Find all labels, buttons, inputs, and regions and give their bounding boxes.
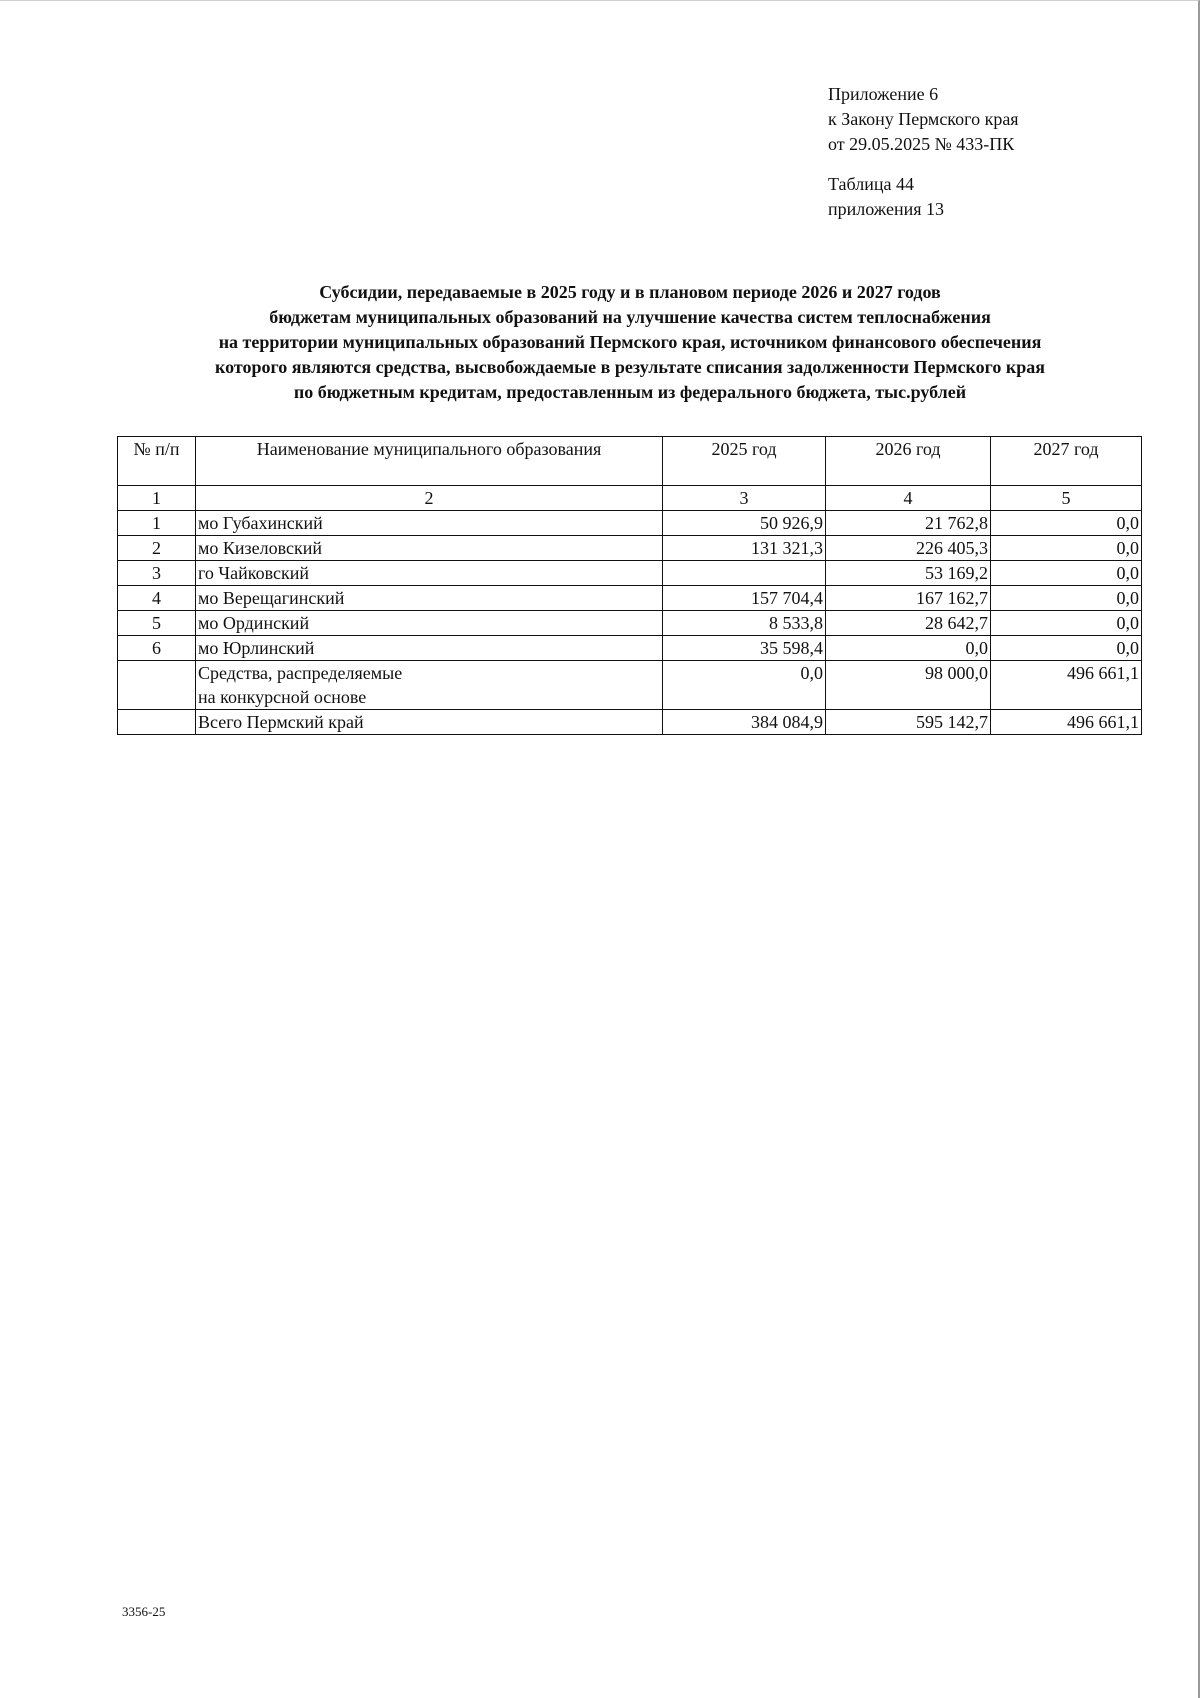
value-2026: 21 762,8	[826, 511, 991, 536]
document-code: 3356-25	[122, 1604, 166, 1619]
row-number: 3	[118, 561, 196, 586]
municipality-name: мо Губахинский	[196, 511, 663, 536]
header-no: № п/п	[118, 437, 196, 486]
value-2027: 0,0	[991, 536, 1142, 561]
law-label: к Закону Пермского края	[828, 109, 1019, 129]
total-row	[118, 710, 1142, 735]
total-name: Всего Пермский край	[196, 710, 663, 735]
total-2025: 384 084,9	[663, 710, 826, 735]
table-row	[118, 586, 1142, 611]
competitive-funds-row	[118, 661, 1142, 710]
value-2025	[663, 561, 826, 586]
value-2025: 8 533,8	[663, 611, 826, 636]
subsidies-table	[117, 436, 1142, 735]
title-line: которого являются средства, высвобождаемые в результате списания задолженности Пермского края	[215, 357, 1045, 377]
value-2027: 0,0	[991, 611, 1142, 636]
table-row	[118, 611, 1142, 636]
title-line: бюджетам муниципальных образований на улучшение качества систем теплоснабжения	[269, 307, 991, 327]
value-2025: 131 321,3	[663, 536, 826, 561]
header-name: Наименование муниципального образования	[196, 437, 663, 486]
row-number: 2	[118, 536, 196, 561]
title-line: Субсидии, передаваемые в 2025 году и в плановом периоде 2026 и 2027 годов	[319, 282, 941, 302]
competitive-name-line: Средства, распределяемые	[198, 663, 403, 683]
value-2027: 0,0	[991, 586, 1142, 611]
value-2027: 496 661,1	[991, 661, 1142, 710]
value-2025: 35 598,4	[663, 636, 826, 661]
value-2026: 167 162,7	[826, 586, 991, 611]
municipality-name: мо Ординский	[196, 611, 663, 636]
row-number: 4	[118, 586, 196, 611]
column-index: 2	[196, 486, 663, 511]
column-index: 5	[991, 486, 1142, 511]
table-ref: Таблица 44	[828, 174, 914, 194]
municipality-name: мо Юрлинский	[196, 636, 663, 661]
competitive-funds-name	[196, 661, 663, 710]
document-title	[100, 280, 1160, 405]
total-2027: 496 661,1	[991, 710, 1142, 735]
header-2027: 2027 год	[991, 437, 1142, 486]
column-index: 1	[118, 486, 196, 511]
value-2025: 0,0	[663, 661, 826, 710]
appendix-label: Приложение 6	[828, 84, 939, 104]
value-2026: 98 000,0	[826, 661, 991, 710]
law-date-number: от 29.05.2025 № 433-ПК	[828, 134, 1015, 154]
column-index-row	[118, 486, 1142, 511]
value-2026: 53 169,2	[826, 561, 991, 586]
value-2027: 0,0	[991, 511, 1142, 536]
appendix-ref: приложения 13	[828, 199, 945, 219]
row-number-empty	[118, 661, 196, 710]
value-2026: 28 642,7	[826, 611, 991, 636]
appendix-header	[828, 82, 1019, 222]
value-2026: 0,0	[826, 636, 991, 661]
header-2026: 2026 год	[826, 437, 991, 486]
table-row	[118, 636, 1142, 661]
value-2025: 157 704,4	[663, 586, 826, 611]
table-row	[118, 536, 1142, 561]
municipality-name: мо Верещагинский	[196, 586, 663, 611]
title-line: на территории муниципальных образований Пермского края, источником финансового обеспечения	[218, 332, 1042, 352]
value-2027: 0,0	[991, 636, 1142, 661]
header-2025: 2025 год	[663, 437, 826, 486]
row-number: 1	[118, 511, 196, 536]
row-number: 5	[118, 611, 196, 636]
municipality-name: мо Кизеловский	[196, 536, 663, 561]
competitive-name-line: на конкурсной основе	[198, 687, 367, 707]
table-header-row	[118, 437, 1142, 486]
column-index: 3	[663, 486, 826, 511]
municipality-name: го Чайковский	[196, 561, 663, 586]
table-row	[118, 511, 1142, 536]
column-index: 4	[826, 486, 991, 511]
table-row	[118, 561, 1142, 586]
value-2027: 0,0	[991, 561, 1142, 586]
row-number-empty	[118, 710, 196, 735]
total-2026: 595 142,7	[826, 710, 991, 735]
row-number: 6	[118, 636, 196, 661]
value-2025: 50 926,9	[663, 511, 826, 536]
value-2026: 226 405,3	[826, 536, 991, 561]
title-line: по бюджетным кредитам, предоставленным из федерального бюджета, тыс.рублей	[293, 382, 967, 402]
